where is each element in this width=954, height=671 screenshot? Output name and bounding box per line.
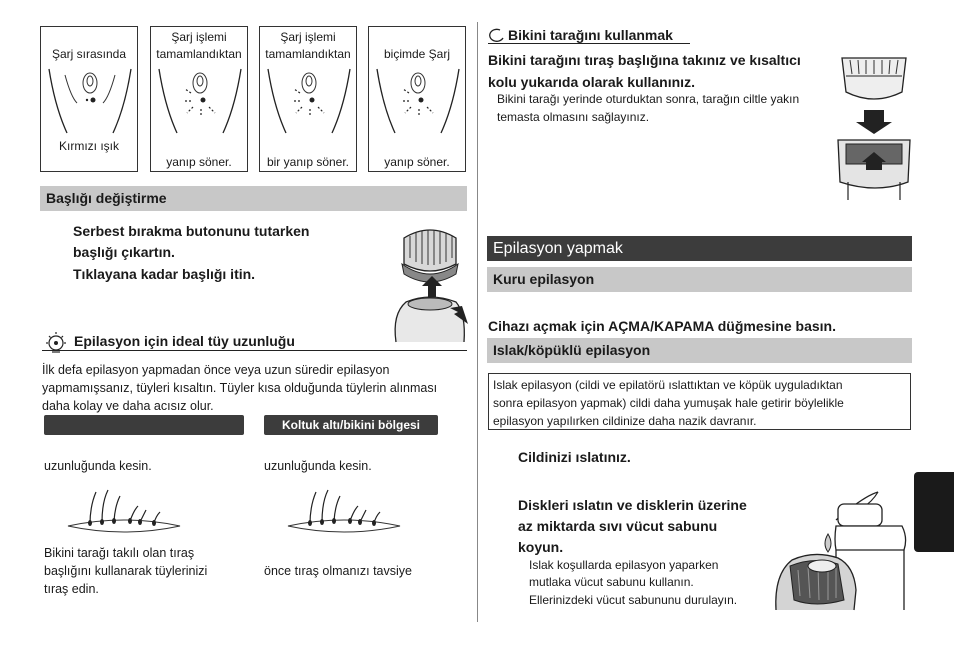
hair-length-illustration-left: [66, 488, 182, 538]
wet-note-line-1: Islak koşullarda epilasyon yaparken: [529, 558, 719, 572]
section-underline: [42, 350, 467, 351]
section-title-hair-length: Epilasyon için ideal tüy uzunluğu: [74, 333, 295, 349]
wet-step-2-line-3: koyun.: [518, 539, 564, 555]
charge-panel-3-bottom: bir yanıp söner.: [266, 155, 350, 169]
charge-panel-4-bottom: yanıp söner.: [384, 155, 450, 169]
bikini-comb-note-line-2: temasta olmasını sağlayınız.: [497, 110, 650, 124]
side-section-tab: [914, 472, 954, 552]
charge-panel-3-top-2: tamamlandıktan: [265, 47, 351, 61]
left-note-line-2: başlığını kullanarak tüylerinizi: [44, 564, 208, 578]
hair-length-desc-line-1: İlk defa epilasyon yapmadan önce veya uzun süredir epilasyon: [42, 363, 390, 377]
charge-panel-1: [40, 26, 138, 172]
section-title-bikini-comb: Bikini tarağını kullanmak: [508, 27, 673, 43]
bikini-comb-note-line-1: Bikini tarağı yerinde oturduktan sonra, tarağın ciltle yakın: [497, 92, 800, 106]
section-header-replace-head: Başlığı değiştirme: [40, 186, 467, 211]
charge-panel-4: [368, 26, 466, 172]
right-note: önce tıraş olmanızı tavsiye: [264, 564, 412, 578]
soap-bottle-illustration: [774, 490, 910, 610]
epilator-led-illustration: [41, 67, 139, 137]
section-header-wet-epilation: Islak/köpüklü epilasyon: [487, 338, 912, 363]
left-note-line-3: tıraş edin.: [44, 582, 99, 596]
column-divider: [477, 22, 478, 622]
wet-box-line-2: sonra epilasyon yapmak) cildi daha yumuşak hale getirir böylelikle: [493, 396, 844, 410]
wet-note-line-3: Ellerinizdeki vücut sabununu durulayın.: [529, 593, 738, 607]
wet-note-line-2: mutlaka vücut sabunu kullanın.: [529, 575, 694, 589]
hair-length-desc-line-3: daha kolay ve daha acısız olur.: [42, 399, 214, 413]
charge-panel-4-top: biçimde Şarj: [383, 47, 451, 61]
charge-panel-2-top-1: Şarj işlemi: [171, 30, 227, 44]
left-note-line-1: Bikini tarağı takılı olan tıraş: [44, 546, 195, 560]
wet-box-line-3: epilasyon yapılırken cildinize daha nazik davranır.: [493, 414, 757, 428]
epilator-led-blinking-illustration: [260, 67, 358, 137]
hint-bulb-icon: [42, 330, 68, 356]
right-cut-length: uzunluğunda kesin.: [264, 459, 372, 473]
section-header-dry-epilation: Kuru epilasyon: [487, 267, 912, 292]
wet-step-2-line-2: az miktarda sıvı vücut sabunu: [518, 518, 718, 534]
epilator-led-blinking-illustration: [151, 67, 249, 137]
wet-box-line-1: Islak epilasyon (cildi ve epilatörü ıslattıktan ve köpük uyguladıktan: [493, 378, 843, 392]
replace-head-step-1-line-1: Serbest bırakma butonunu tutarken: [73, 223, 310, 239]
charge-panel-1-top: Şarj sırasında: [51, 47, 127, 61]
charge-panel-3-top-1: Şarj işlemi: [280, 30, 336, 44]
head-replacement-illustration: [390, 224, 468, 342]
dry-epilation-instruction: Cihazı açmak için AÇMA/KAPAMA düğmesine basın.: [488, 318, 836, 334]
bikini-comb-instruction-line-2: kolu yukarıda olarak kullanınız.: [488, 74, 695, 90]
left-cut-length: uzunluğunda kesin.: [44, 459, 152, 473]
section-header-epilation: Epilasyon yapmak: [487, 236, 912, 261]
section-underline: [488, 43, 690, 44]
hair-length-illustration-right: [286, 488, 402, 538]
epilator-led-blinking-illustration: [369, 67, 467, 137]
left-area-tab: [44, 415, 244, 435]
wet-epilation-info-box: [488, 373, 911, 430]
charge-panel-2-bottom: yanıp söner.: [166, 155, 232, 169]
charge-panel-1-bottom: Kırmızı ışık: [59, 139, 119, 153]
replace-head-step-1-line-2: başlığı çıkartın.: [73, 244, 175, 260]
replace-head-step-2: Tıklayana kadar başlığı itin.: [73, 266, 256, 282]
charge-panel-2-top-2: tamamlandıktan: [156, 47, 242, 61]
bikini-comb-attach-illustration: [836, 52, 912, 202]
right-area-tab: Koltuk altı/bikini bölgesi: [264, 415, 438, 435]
hair-length-desc-line-2: yapmamışsanız, tüyleri kısaltın. Tüyler kısa olduğunda tüylerin alınması: [42, 381, 438, 395]
wet-step-2-line-1: Diskleri ıslatın ve disklerin üzerine: [518, 497, 747, 513]
wet-step-1: Cildinizi ıslatınız.: [518, 449, 631, 465]
bikini-comb-instruction-line-1: Bikini tarağını tıraş başlığına takınız ve kısaltıcı: [488, 52, 801, 68]
charge-panel-3: [259, 26, 357, 172]
charge-panel-2: [150, 26, 248, 172]
reference-icon: [487, 27, 505, 43]
